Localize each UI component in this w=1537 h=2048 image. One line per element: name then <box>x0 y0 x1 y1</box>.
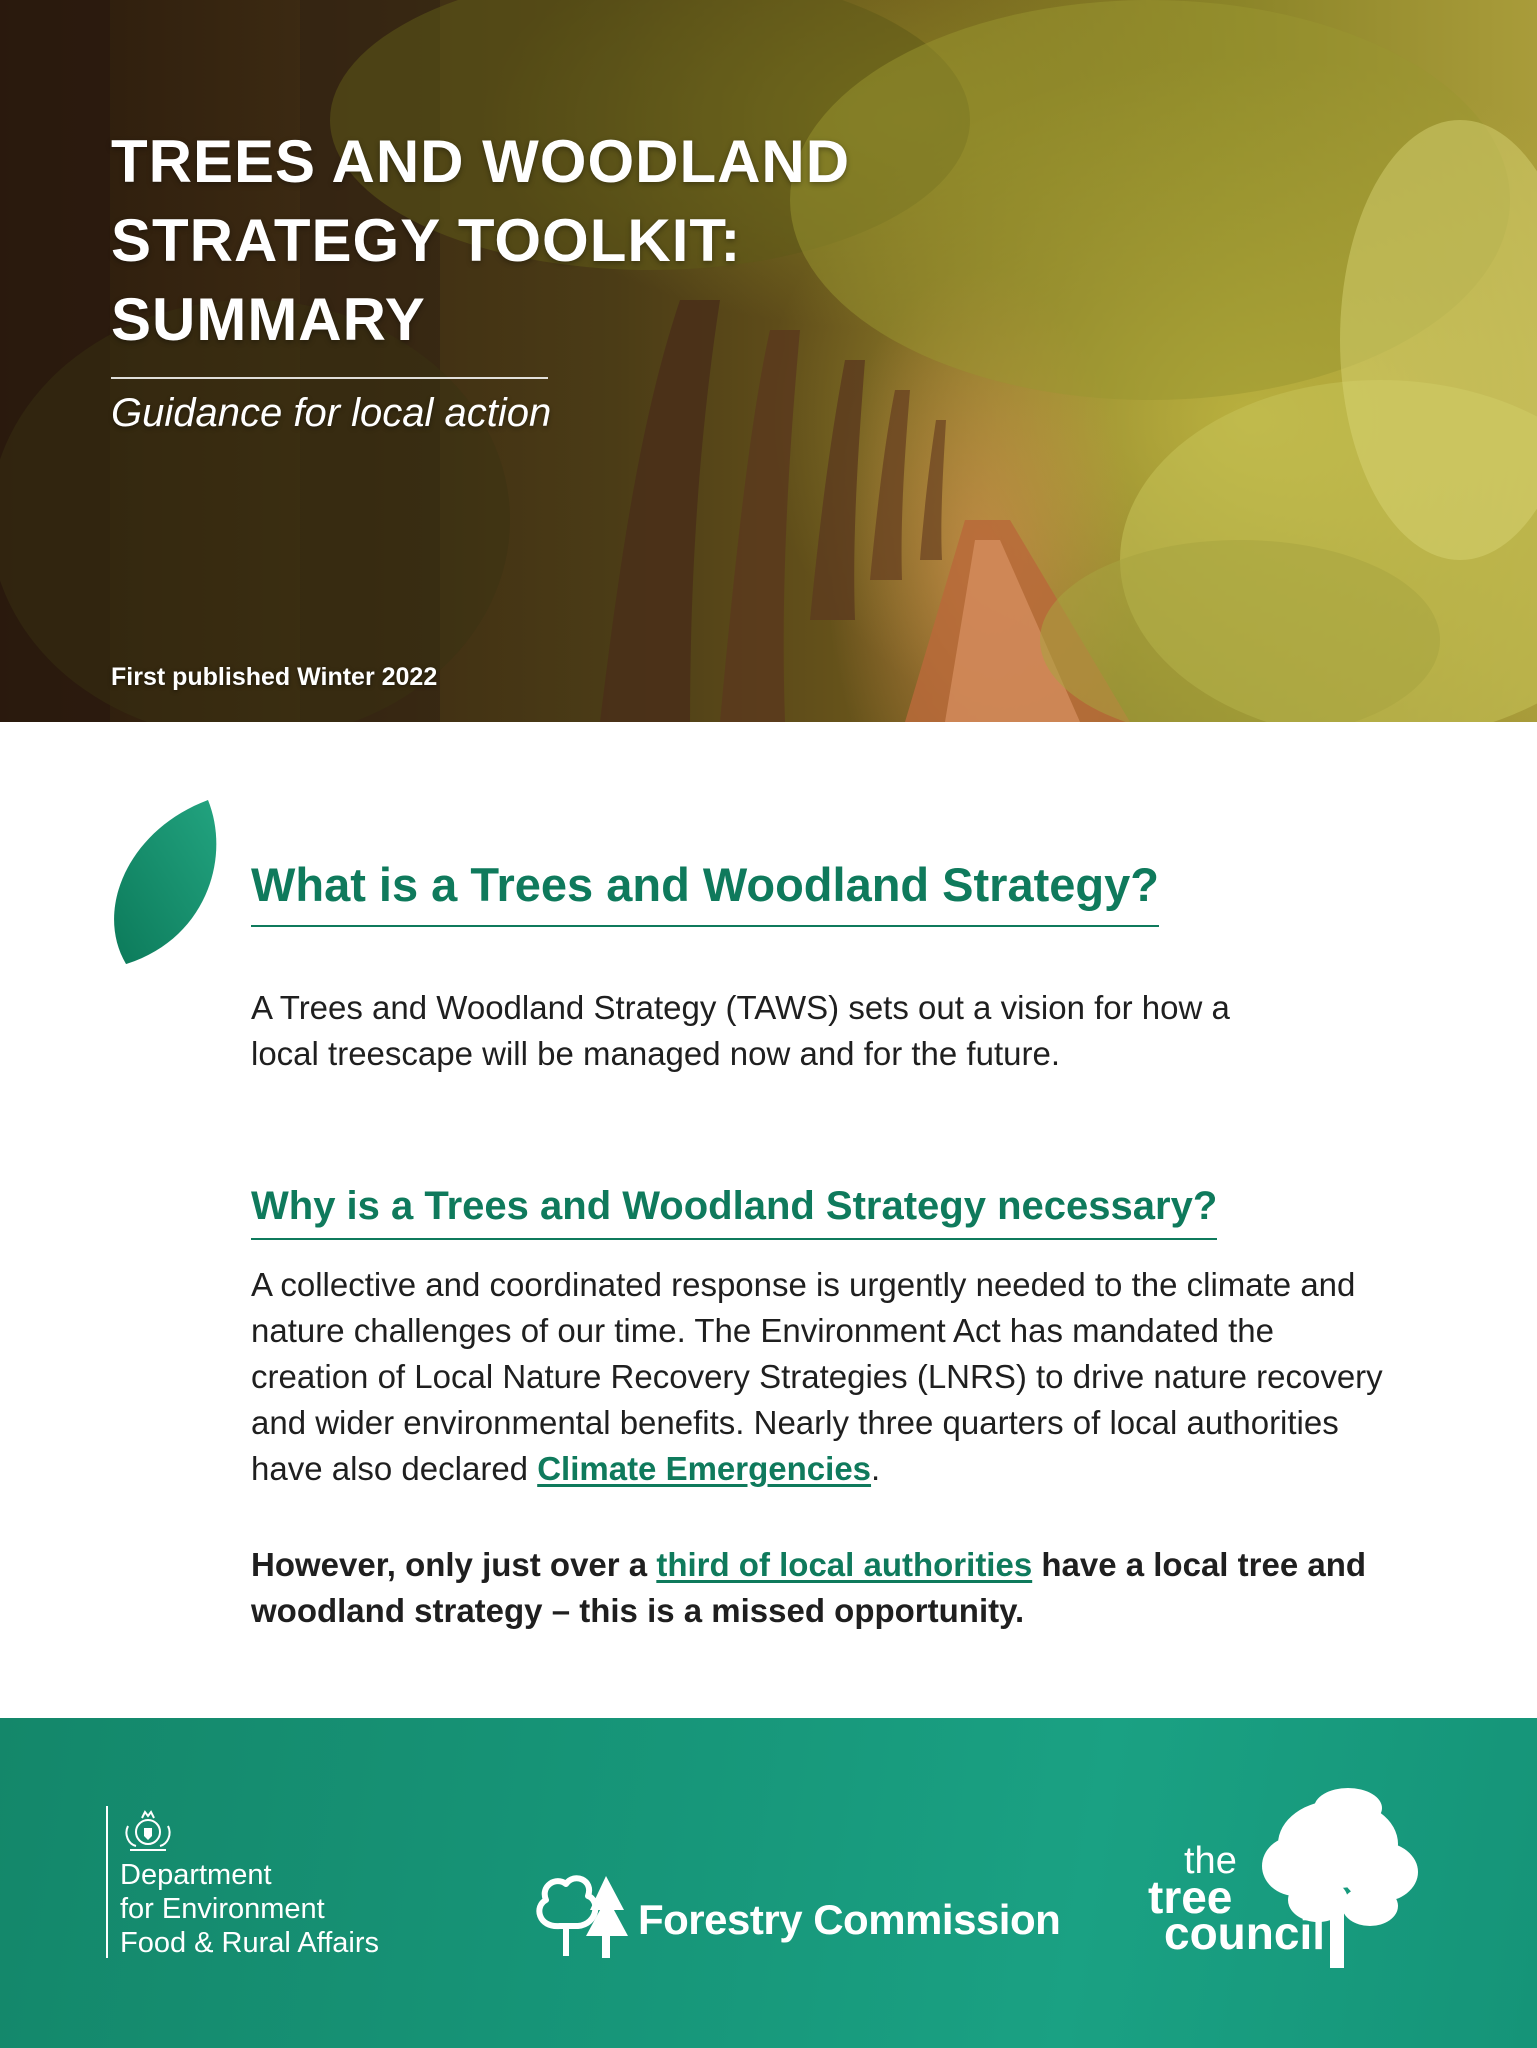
tree-council-council: council <box>1164 1907 1326 1959</box>
forestry-commission-wordmark: Forestry Commission <box>638 1896 1061 1943</box>
document-subtitle: Guidance for local action <box>111 391 552 435</box>
tree-council-the: the <box>1184 1840 1237 1882</box>
callout-text-end: have a local tree and woodland strategy – this is a missed opportunity. <box>251 1546 1367 1629</box>
document-title: TREES AND WOODLAND STRATEGY TOOLKIT: SUMMARY <box>111 128 851 353</box>
royal-crest-icon <box>120 1806 176 1854</box>
section-heading-what: What is a Trees and Woodland Strategy? <box>251 855 1159 927</box>
tree-council-tree: tree <box>1148 1871 1233 1923</box>
body-text-end: . <box>871 1450 881 1487</box>
publication-date: First published Winter 2022 <box>111 663 438 691</box>
defra-name-line3: Food & Rural Affairs <box>120 1927 379 1959</box>
tree-council-logo <box>1148 1788 1428 1988</box>
third-of-local-authorities-link[interactable]: third of local authorities <box>656 1546 1033 1583</box>
climate-emergencies-link[interactable]: Climate Emergencies <box>537 1450 872 1487</box>
section-callout <box>251 1542 1391 1634</box>
section-body-why <box>251 1262 1391 1492</box>
defra-logo <box>106 1806 379 1958</box>
section-heading-why: Why is a Trees and Woodland Strategy necessary? <box>251 1180 1217 1240</box>
forestry-trees-icon <box>530 1866 634 1962</box>
section-body-what: A Trees and Woodland Strategy (TAWS) sets out a vision for how a local treescape will be managed now and for the future. <box>251 989 1230 1072</box>
partner-logos-footer <box>0 1718 1537 2048</box>
leaf-icon <box>108 800 220 966</box>
hero-banner <box>0 0 1537 722</box>
body-text: A collective and coordinated response is urgently needed to the climate and nature challenges of our time. The Environment Act has mandated the creation of Local Nature Recovery Strategies (LNRS) to drive nature recovery and wider environmental benefits. Nearly three quarters of local authorities have also declared <box>251 1266 1383 1487</box>
defra-name-line1: Department <box>120 1859 272 1891</box>
woodland-path-photo <box>0 0 1537 722</box>
callout-text: However, only just over a <box>251 1546 657 1583</box>
title-divider <box>111 377 548 379</box>
forestry-commission-logo <box>530 1866 1061 1967</box>
defra-name-line2: for Environment <box>120 1893 325 1925</box>
